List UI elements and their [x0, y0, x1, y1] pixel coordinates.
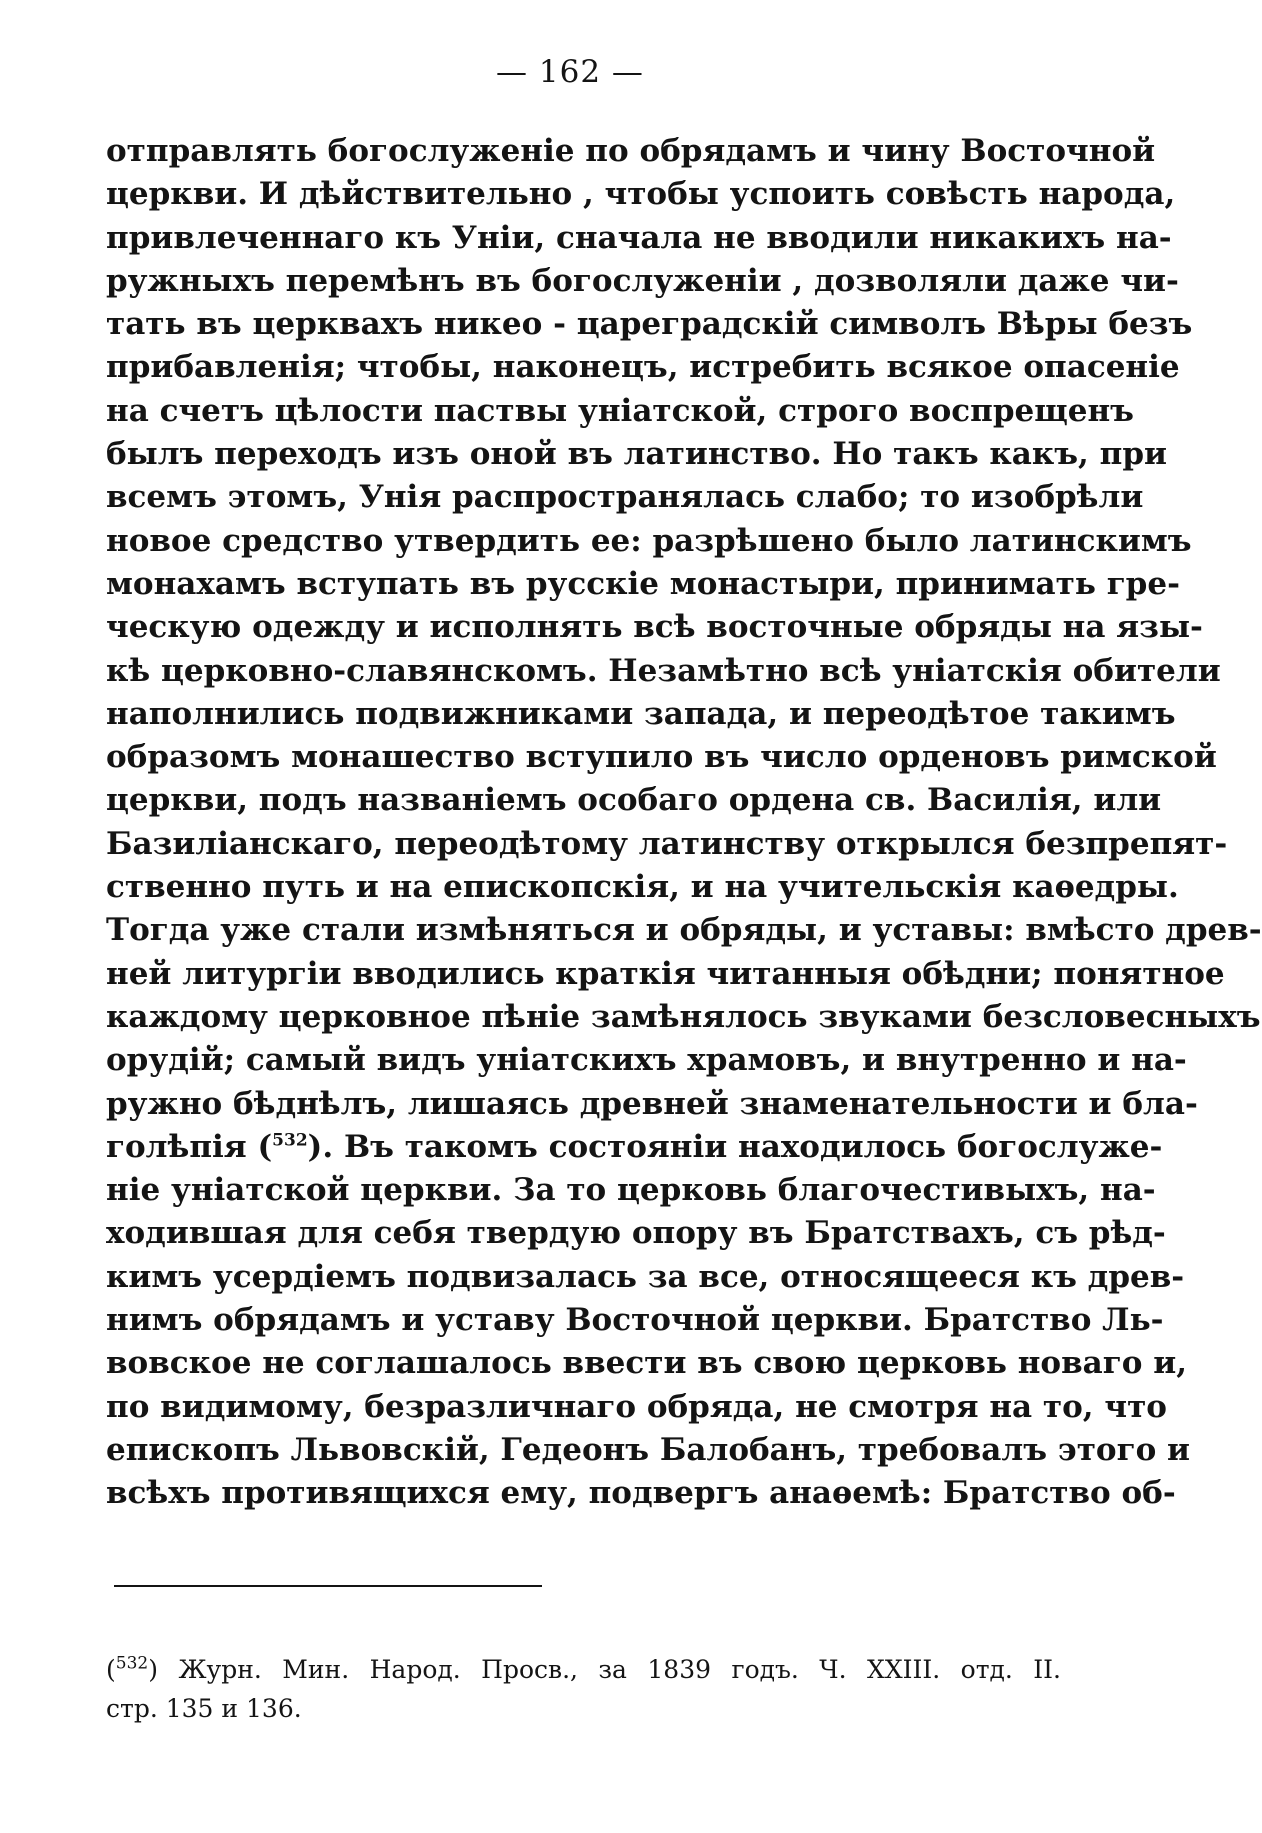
text-line: Базиліанскаго, переодѣтому латинству открылся безпрепят-	[106, 825, 1228, 862]
text-fragment: Въ такомъ состояніи находилось богослуже-	[343, 1128, 1163, 1165]
text-line: ческую одежду и исполнять всѣ восточные обряды на язы-	[106, 609, 1203, 646]
text-line: ніе уніатской церкви. За то церковь благочестивыхъ, на-	[106, 1172, 1156, 1209]
text-line: кѣ церковно-славянскомъ. Незамѣтно всѣ уніатскія обители	[106, 652, 1221, 689]
footnote-line: стр. 135 и 136.	[106, 1694, 302, 1723]
text-line: привлеченнаго къ Уніи, сначала не вводили никакихъ на-	[106, 219, 1172, 256]
text-line: церкви, подъ названіемъ особаго ордена св. Василія, или	[106, 782, 1162, 819]
text-line: кимъ усердіемъ подвизалась за все, относящееся къ древ-	[106, 1258, 1185, 1295]
footnote-citation: Журн. Мин. Народ. Просв., за 1839 годъ. Ч. XXIII. отд. II.	[178, 1655, 1062, 1684]
text-line: образомъ монашество вступило въ число орденовъ римской	[106, 739, 1217, 776]
text-line: нимъ обрядамъ и уставу Восточной церкви. Братство Ль-	[106, 1302, 1164, 1339]
text-line: тать въ церквахъ никео - цареградскій символъ Вѣры безъ	[106, 306, 1193, 343]
text-line: новое средство утвердить ее: разрѣшено было латинскимъ	[106, 522, 1192, 559]
text-line: монахамъ вступать въ русскіе монастыри, принимать гре-	[106, 565, 1180, 602]
text-line: всѣхъ противящихся ему, подвергъ анаѳемѣ: Братство об-	[106, 1475, 1176, 1512]
text-line: церкви. И дѣйствительно , чтобы успоить совѣсть народа,	[106, 176, 1176, 213]
text-line: каждому церковное пѣніе замѣнялось звуками безсловесныхъ	[106, 998, 1261, 1035]
footnote-marker-number: 532	[115, 1653, 149, 1674]
text-line: наполнились подвижниками запада, и переодѣтое такимъ	[106, 695, 1176, 732]
text-line: отправлять богослуженіе по обрядамъ и чину Восточной	[106, 133, 1156, 169]
footnote-ref-number[interactable]: 532	[272, 1130, 308, 1151]
text-line: вовское не соглашалось ввести въ свою церковь новаго и,	[106, 1345, 1187, 1382]
text-line: всемъ этомъ, Унія распространялась слабо; то изобрѣли	[106, 479, 1144, 516]
text-line: Тогда уже стали измѣняться и обряды, и уставы: вмѣсто древ-	[106, 912, 1262, 949]
footnote-ref-close: ).	[307, 1128, 334, 1165]
text-line: ружныхъ перемѣнъ въ богослуженіи , дозволяли даже чи-	[106, 262, 1179, 299]
footnote-ref-open: (	[257, 1128, 273, 1165]
footnote-divider	[114, 1585, 542, 1587]
text-line-with-footnote-ref	[106, 1126, 1163, 1169]
footnote-line	[106, 1650, 1061, 1689]
text-line: былъ переходъ изъ оной въ латинство. Но такъ какъ, при	[106, 436, 1167, 473]
text-line: епископъ Львовскій, Гедеонъ Балобанъ, требовалъ этого и	[106, 1431, 1191, 1468]
text-line: ней литургіи вводились краткія читанныя обѣдни; понятное	[106, 955, 1225, 992]
text-line: ственно путь и на епископскія, и на учительскія каѳедры.	[106, 869, 1179, 906]
footnote-marker-close: )	[148, 1655, 158, 1684]
main-text-block	[106, 130, 1262, 1516]
page-number: — 162 —	[496, 54, 644, 90]
text-line: орудій; самый видъ уніатскихъ храмовъ, и внутренно и на-	[106, 1042, 1187, 1079]
text-line: прибавленія; чтобы, наконецъ, истребить всякое опасеніе	[106, 349, 1180, 386]
text-line: ходившая для себя твердую опору въ Братствахъ, съ рѣд-	[106, 1215, 1166, 1252]
footnote-marker-open: (	[106, 1655, 116, 1684]
text-line: ружно бѣднѣлъ, лишаясь древней знаменательности и бла-	[106, 1085, 1198, 1122]
footnote	[106, 1650, 1061, 1728]
text-line: по видимому, безразличнаго обряда, не смотря на то, что	[106, 1388, 1167, 1425]
text-line: на счетъ цѣлости паствы уніатской, строго воспрещенъ	[106, 392, 1134, 429]
text-fragment: голѣпія	[106, 1128, 247, 1165]
